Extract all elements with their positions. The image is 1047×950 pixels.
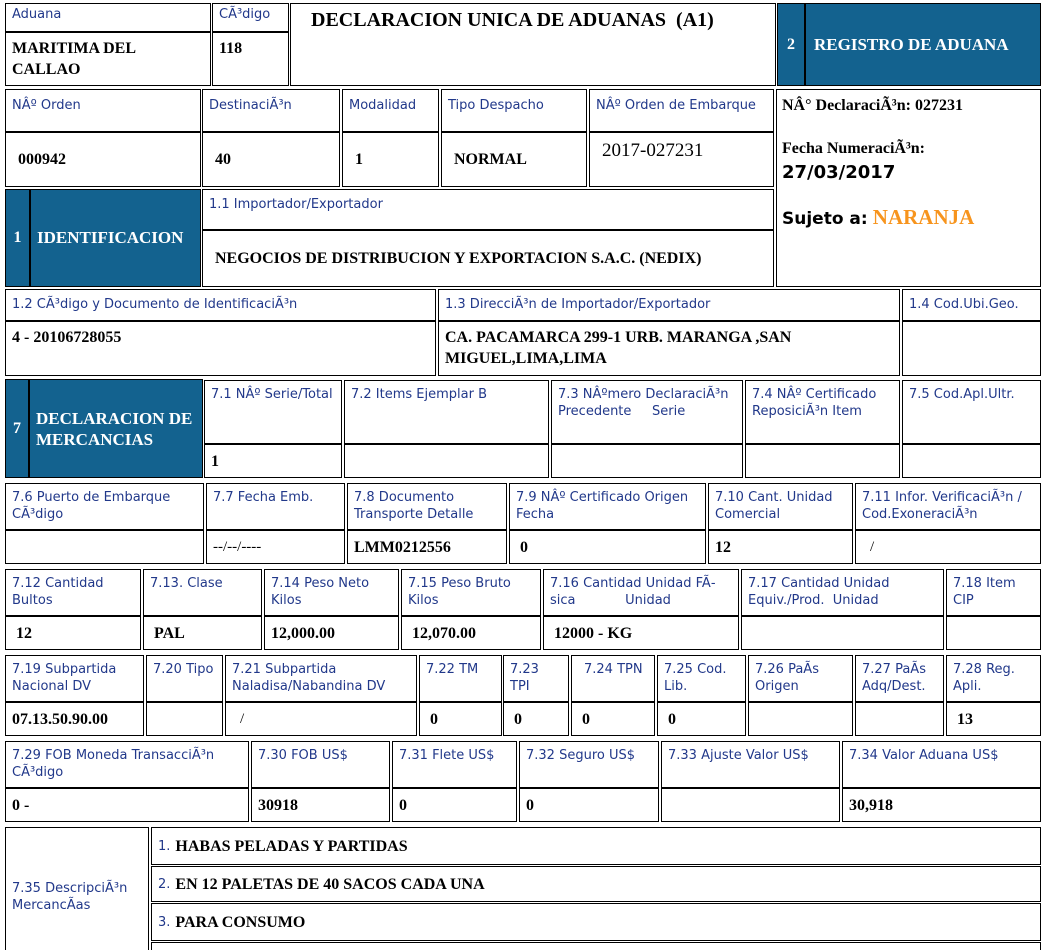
f721-value: / — [240, 710, 245, 727]
importador-label-cell — [202, 189, 774, 230]
f729-value: 0 - — [12, 796, 30, 814]
f730-label-cell — [251, 741, 390, 788]
f731-value: 0 — [399, 796, 407, 814]
f725-label: 7.25 Cod. Lib. — [664, 662, 727, 694]
section-2-number-text: 2 — [787, 35, 795, 53]
f711-value: / — [870, 538, 875, 555]
f724-value: 0 — [582, 710, 590, 728]
page-title: DECLARACION UNICA DE ADUANAS (A1) — [311, 9, 714, 31]
descripcion-label-cell — [5, 827, 149, 950]
f74-label-cell — [745, 380, 900, 444]
f725-value: 0 — [668, 710, 676, 728]
section-2-title-text: REGISTRO DE ADUANA — [814, 34, 1009, 54]
tipo-despacho-value-cell — [441, 132, 587, 187]
f711-label: 7.11 Infor. VerificaciÃ³n / Cod.ExoneraciÃ³n — [862, 490, 1022, 522]
f732-label-cell — [519, 741, 659, 788]
orden-value: 000942 — [18, 151, 66, 168]
aduana-value: MARITIMA DEL CALLAO — [12, 40, 136, 78]
f75-value-cell — [902, 444, 1041, 478]
importador-value: NEGOCIOS DE DISTRIBUCION Y EXPORTACION S.A.C. (NEDIX) — [215, 250, 702, 267]
f71-value: 1 — [211, 452, 219, 470]
f724-label-cell — [571, 655, 655, 702]
descripcion-line-3-num: 3. — [158, 914, 171, 930]
f730-value: 30918 — [258, 796, 298, 814]
f714-value-cell — [264, 616, 399, 650]
doc-identificacion-label-cell — [5, 289, 436, 321]
f73-label-cell — [551, 380, 743, 444]
destinacion-value-cell — [202, 132, 340, 187]
f724-label: 7.24 TPN — [584, 662, 643, 677]
f71-label: 7.1 NÂº Serie/Total — [211, 387, 333, 402]
f723-value-cell — [503, 702, 569, 736]
ubigeo-value-cell — [902, 321, 1041, 376]
f712-value-cell — [5, 616, 141, 650]
f732-value: 0 — [526, 796, 534, 814]
f716-value-cell — [543, 616, 739, 650]
descripcion-line-1 — [151, 827, 1041, 865]
orden-embarque-value: 2017-027231 — [602, 140, 704, 161]
f716-label-cell — [543, 569, 739, 616]
section-2-number — [777, 3, 805, 86]
f714-value: 12,000.00 — [271, 624, 335, 642]
f78-label: 7.8 Documento Transporte Detalle — [354, 490, 474, 522]
f728-label-cell — [946, 655, 1041, 702]
f720-value-cell — [146, 702, 223, 736]
importador-value-cell — [202, 230, 774, 287]
f79-label: 7.9 NÂº Certificado Origen Fecha — [516, 490, 689, 522]
f718-label: 7.18 Item CIP — [953, 576, 1016, 608]
section-7-number — [5, 379, 29, 478]
f733-label-cell — [661, 741, 840, 788]
f719-value: 07.13.50.90.00 — [12, 710, 108, 728]
f718-label-cell — [946, 569, 1041, 616]
fecha-numeracion-label: Fecha NumeraciÃ³n: — [782, 140, 925, 157]
f727-value-cell — [855, 702, 944, 736]
direccion-label-cell — [438, 289, 900, 321]
destinacion-label: DestinaciÃ³n — [209, 98, 292, 113]
direccion-value-cell — [438, 321, 900, 376]
fecha-numeracion-value: 27/03/2017 — [782, 162, 896, 183]
f718-value-cell — [946, 616, 1041, 650]
f726-value-cell — [748, 702, 853, 736]
section-2-title — [805, 3, 1041, 86]
orden-embarque-label: NÂº Orden de Embarque — [596, 98, 756, 113]
registro-box — [776, 89, 1041, 287]
f714-label-cell — [264, 569, 399, 616]
destinacion-value: 40 — [215, 151, 231, 168]
f731-label: 7.31 Flete US$ — [399, 748, 495, 763]
f78-value: LMM0212556 — [354, 538, 451, 556]
f77-label: 7.7 Fecha Emb. — [213, 490, 314, 505]
f713-value: PAL — [154, 624, 185, 642]
f710-value: 12 — [715, 538, 731, 556]
f715-label: 7.15 Peso Bruto Kilos — [408, 576, 511, 608]
f731-value-cell — [392, 788, 517, 822]
orden-embarque-label-cell — [589, 89, 774, 132]
f733-label: 7.33 Ajuste Valor US$ — [668, 748, 809, 763]
sujeto-label: Sujeto a: — [782, 209, 868, 229]
f729-label: 7.29 FOB Moneda TransacciÃ³n CÃ³digo — [12, 748, 215, 780]
section-7-number-text: 7 — [13, 419, 21, 437]
f720-label-cell — [146, 655, 223, 702]
f71-value-cell — [204, 444, 342, 478]
numero-declaracion: NÂ° DeclaraciÃ³n: 027231 — [782, 97, 963, 114]
f729-value-cell — [5, 788, 249, 822]
f79-label-cell — [509, 483, 706, 530]
f717-label: 7.17 Cantidad Unidad Equiv./Prod. Unidad — [748, 576, 894, 608]
direccion-value: CA. PACAMARCA 299-1 URB. MARANGA ,SAN MIGUEL,LIMA,LIMA — [445, 329, 792, 367]
f75-label-cell — [902, 380, 1041, 444]
f725-label-cell — [657, 655, 746, 702]
f711-label-cell — [855, 483, 1041, 530]
ubigeo-label: 1.4 Cod.Ubi.Geo. — [909, 297, 1019, 312]
descripcion-line-3 — [151, 903, 1041, 941]
f719-label-cell — [5, 655, 144, 702]
f724-value-cell — [571, 702, 655, 736]
importador-label: 1.1 Importador/Exportador — [209, 197, 383, 212]
aduana-value-cell — [5, 32, 211, 86]
descripcion-line-3-text: PARA CONSUMO — [175, 913, 306, 931]
tipo-despacho-value: NORMAL — [454, 151, 527, 168]
f78-value-cell — [347, 530, 507, 564]
destinacion-label-cell — [202, 89, 340, 132]
f73-label: 7.3 NÂºmero DeclaraciÃ³n Precedente Serie — [558, 387, 733, 419]
modalidad-label: Modalidad — [349, 98, 417, 113]
f732-label: 7.32 Seguro US$ — [526, 748, 636, 763]
f728-label: 7.28 Reg. Apli. — [953, 662, 1015, 694]
descripcion-line-1-text: HABAS PELADAS Y PARTIDAS — [175, 837, 408, 855]
f75-label: 7.5 Cod.Apl.Ultr. — [909, 387, 1015, 402]
f715-value-cell — [401, 616, 541, 650]
f721-label-cell — [225, 655, 417, 702]
f710-label: 7.10 Cant. Unidad Comercial — [715, 490, 833, 522]
f723-value: 0 — [514, 710, 522, 728]
f713-label: 7.13. Clase — [150, 576, 223, 591]
f77-value-cell — [206, 530, 345, 564]
f722-label: 7.22 TM — [426, 662, 479, 677]
f727-label-cell — [855, 655, 944, 702]
f76-value-cell — [5, 530, 204, 564]
f74-label: 7.4 NÂº Certificado ReposiciÃ³n Item — [752, 387, 877, 419]
descripcion-line-2-num: 2. — [158, 876, 171, 892]
f77-value: --/--/---- — [213, 538, 262, 555]
orden-label-cell — [5, 89, 201, 132]
tipo-despacho-label: Tipo Despacho — [448, 98, 544, 113]
f712-label-cell — [5, 569, 141, 616]
f716-value: 12000 - KG — [554, 624, 633, 642]
f730-label: 7.30 FOB US$ — [258, 748, 348, 763]
f711-value-cell — [855, 530, 1041, 564]
f714-label: 7.14 Peso Neto Kilos — [271, 576, 370, 608]
descripcion-line-1-num: 1. — [158, 838, 171, 854]
f723-label: 7.23 TPI — [510, 662, 539, 694]
f713-label-cell — [143, 569, 262, 616]
f726-label-cell — [748, 655, 853, 702]
f72-value-cell — [344, 444, 549, 478]
codigo-label-cell — [212, 3, 289, 32]
section-1-title-text: IDENTIFICACION — [37, 228, 184, 247]
codigo-value-cell — [212, 32, 289, 86]
f715-value: 12,070.00 — [412, 624, 476, 642]
aduana-label: Aduana — [12, 7, 62, 22]
tipo-despacho-label-cell — [441, 89, 587, 132]
f74-value-cell — [745, 444, 900, 478]
f710-value-cell — [708, 530, 853, 564]
ubigeo-label-cell — [902, 289, 1041, 321]
f728-value-cell — [946, 702, 1041, 736]
aduana-label-cell — [5, 3, 211, 32]
orden-value-cell — [5, 132, 201, 187]
f73-value-cell — [551, 444, 743, 478]
f717-label-cell — [741, 569, 944, 616]
direccion-label: 1.3 DirecciÃ³n de Importador/Exportador — [445, 297, 711, 312]
f71-label-cell — [204, 380, 342, 444]
f734-label: 7.34 Valor Aduana US$ — [849, 748, 999, 763]
sujeto-value: NARANJA — [872, 205, 975, 229]
f719-value-cell — [5, 702, 144, 736]
section-1-title — [30, 189, 201, 287]
doc-identificacion-value-cell — [5, 321, 436, 376]
descripcion-line-2 — [151, 866, 1041, 902]
f713-value-cell — [143, 616, 262, 650]
f723-label-cell — [503, 655, 569, 702]
title-cell — [290, 3, 776, 86]
f72-label: 7.2 Items Ejemplar B — [351, 387, 488, 402]
descripcion-line-2-text: EN 12 PALETAS DE 40 SACOS CADA UNA — [175, 875, 485, 893]
f722-value-cell — [419, 702, 502, 736]
f78-label-cell — [347, 483, 507, 530]
f729-label-cell — [5, 741, 249, 788]
f726-label: 7.26 PaÃs Origen — [755, 662, 819, 694]
sujeto-row — [782, 205, 974, 230]
modalidad-value-cell — [342, 132, 439, 187]
doc-identificacion-value: 4 - 20106728055 — [12, 329, 122, 346]
f734-label-cell — [842, 741, 1041, 788]
f734-value: 30,918 — [849, 796, 893, 814]
f710-label-cell — [708, 483, 853, 530]
doc-identificacion-label: 1.2 CÃ³digo y Documento de IdentificaciÃ³n — [12, 297, 298, 312]
f721-label: 7.21 Subpartida Naladisa/Nabandina DV — [232, 662, 386, 694]
f72-label-cell — [344, 380, 549, 444]
section-7-title-text: DECLARACION DE MERCANCIAS — [36, 408, 193, 449]
orden-label: NÂº Orden — [12, 98, 81, 113]
f727-label: 7.27 PaÃs Adq/Dest. — [862, 662, 926, 694]
f76-label-cell — [5, 483, 204, 530]
modalidad-label-cell — [342, 89, 439, 132]
f728-value: 13 — [957, 710, 973, 728]
descripcion-line-4 — [151, 942, 1041, 950]
f722-label-cell — [419, 655, 502, 702]
f715-label-cell — [401, 569, 541, 616]
f716-label: 7.16 Cantidad Unidad FÃsica Unidad — [550, 576, 716, 608]
f721-value-cell — [225, 702, 417, 736]
f734-value-cell — [842, 788, 1041, 822]
section-7-title — [29, 379, 203, 478]
modalidad-value: 1 — [355, 151, 363, 168]
f722-value: 0 — [430, 710, 438, 728]
f712-value: 12 — [16, 624, 32, 642]
f733-value-cell — [661, 788, 840, 822]
f77-label-cell — [206, 483, 345, 530]
section-1-number — [5, 189, 30, 287]
f732-value-cell — [519, 788, 659, 822]
codigo-value: 118 — [219, 40, 243, 57]
f717-value-cell — [741, 616, 944, 650]
f725-value-cell — [657, 702, 746, 736]
section-1-number-text: 1 — [13, 229, 22, 246]
f712-label: 7.12 Cantidad Bultos — [12, 576, 104, 608]
orden-embarque-value-cell — [589, 132, 774, 187]
f76-label: 7.6 Puerto de Embarque CÃ³digo — [12, 490, 171, 522]
f719-label: 7.19 Subpartida Nacional DV — [12, 662, 117, 694]
f731-label-cell — [392, 741, 517, 788]
descripcion-label: 7.35 DescripciÃ³n MercancÃas — [12, 881, 128, 913]
f79-value-cell — [509, 530, 706, 564]
f720-label: 7.20 Tipo — [153, 662, 214, 677]
f730-value-cell — [251, 788, 390, 822]
codigo-label: CÃ³digo — [219, 7, 271, 22]
f79-value: 0 — [520, 538, 528, 556]
